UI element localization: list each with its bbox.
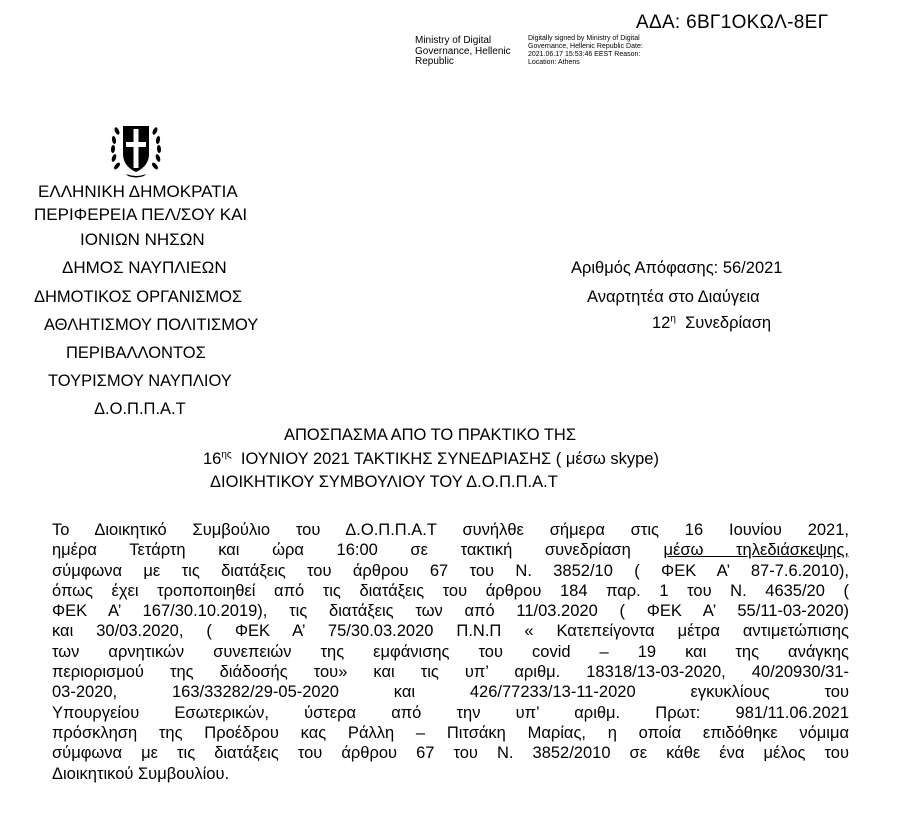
body-line: πρόσκληση της Προέδρου κας Ράλλη – Πιτσάκη Μαρίας, η οποία επιδόθηκε νόμιμα: [52, 723, 849, 742]
header-org-line1: ΔΗΜΟΤΙΚΟΣ ΟΡΓΑΝΙΣΜΟΣ: [34, 288, 243, 306]
header-country: ΕΛΛΗΝΙΚΗ ΔΗΜΟΚΡΑΤΙΑ: [38, 182, 238, 201]
diavgeia-posting: Αναρτητέα στο Διαύγεια: [587, 288, 760, 306]
signature-signer: Ministry of Digital Governance, Hellenic Republic: [415, 35, 511, 67]
header-municipality: ΔΗΜΟΣ ΝΑΥΠΛΙΕΩΝ: [62, 258, 227, 277]
body-line: σύμφωνα με τις διατάξεις του άρθρου 67 του Ν. 3852/2010 σε κάθε ένα μέλος του: [52, 744, 849, 763]
body-line: Το Διοικητικό Συμβούλιο του Δ.Ο.Π.Π.Α.Τ συνήλθε σήμερα στις 16 Ιουνίου 2021,: [52, 521, 849, 539]
board-title: ΔΙΟΙΚΗΤΙΚΟΥ ΣΥΜΒΟΥΛΙΟΥ ΤΟΥ Δ.Ο.Π.Π.Α.Τ: [210, 473, 558, 491]
body-line: Υπουργείου Εσωτερικών, ύστερα από την υπ’ αριθμ. Πρωτ: 981/11.06.2021: [52, 703, 849, 722]
body-line: των αρνητικών συνεπειών της εμφάνισης του covid – 19 και της ανάγκης: [52, 642, 849, 661]
session-number: $12^\eta$ Συνεδρίαση: [652, 313, 772, 332]
body-line: όπως έχει τροποποιηθεί από τις διατάξεις του άρθρου 184 παρ. 1 του Ν. 4635/20 (: [52, 581, 849, 600]
body-line: 03-2020, 163/33282/29-05-2020 και 426/77233/13-11-2020 εγκυκλίους του: [52, 683, 849, 702]
header-org-line4: ΤΟΥΡΙΣΜΟΥ ΝΑΥΠΛΙΟΥ: [48, 372, 232, 390]
ada-number: ΑΔΑ: 6ΒΓ1ΟΚΩΛ-8ΕΓ: [636, 12, 829, 33]
header-region: ΠΕΡΙΦΕΡΕΙΑ ΠΕΛ/ΣΟΥ ΚΑΙ: [34, 205, 248, 224]
header-region-cont: ΙΟΝΙΩΝ ΝΗΣΩΝ: [80, 230, 205, 249]
header-org-line2: ΑΘΛΗΤΙΣΜΟΥ ΠΟΛΙΤΙΣΜΟΥ: [44, 316, 259, 334]
body-line: και 30/03.2020, ( ΦΕΚ Α’ 75/30.03.2020 Π.Ν.Π « Κατεπείγοντα μέτρα αντιμετώπισης: [52, 622, 849, 641]
header-org-line3: ΠΕΡΙΒΑΛΛΟΝΤΟΣ: [66, 344, 206, 362]
decision-number: Αριθμός Απόφασης: 56/2021: [571, 259, 783, 277]
body-line: ημέρα Τετάρτη και ώρα 16:00 σε τακτική συνεδρίαση μέσω τηλεδιάσκεψης,: [52, 541, 849, 560]
meeting-date-title: $16^{\eta\varsigma}$ ΙΟΥΝΙΟΥ 2021 ΤΑΚΤΙΚΗΣ ΣΥΝΕΔΡΙΑΣΗΣ ( μέσω skype): [203, 449, 659, 468]
remote-meeting-phrase: μέσω τηλεδιάσκεψης,: [663, 541, 849, 560]
header-org-abbr: Δ.Ο.Π.Π.Α.Τ: [94, 400, 186, 418]
body-line: Διοικητικού Συμβουλίου.: [52, 764, 230, 783]
body-line: σύμφωνα με τις διατάξεις του άρθρου 67 του Ν. 3852/10 ( ΦΕΚ Α’ 87-7.6.2010),: [52, 561, 849, 580]
extract-title: ΑΠΟΣΠΑΣΜΑ ΑΠΟ ΤΟ ΠΡΑΚΤΙΚΟ ΤΗΣ: [284, 426, 577, 444]
signature-details: Digitally signed by Ministry of Digital Governance, Hellenic Republic Date: 2021.06.17 15:53:46 EEST Reason: Location: Athens: [528, 35, 643, 66]
body-line: ΦΕΚ Α’ 167/30.10.2019), τις διατάξεις των από 11/03.2020 ( ΦΕΚ Α’ 55/11-03-2020): [52, 602, 849, 621]
body-line: περιορισμού της διάδοσής του» και τις υπ’ αριθμ. 18318/13-03-2020, 40/20930/31-: [52, 663, 849, 682]
body-paragraph: [52, 520, 849, 784]
coat-of-arms-icon: [108, 116, 164, 180]
